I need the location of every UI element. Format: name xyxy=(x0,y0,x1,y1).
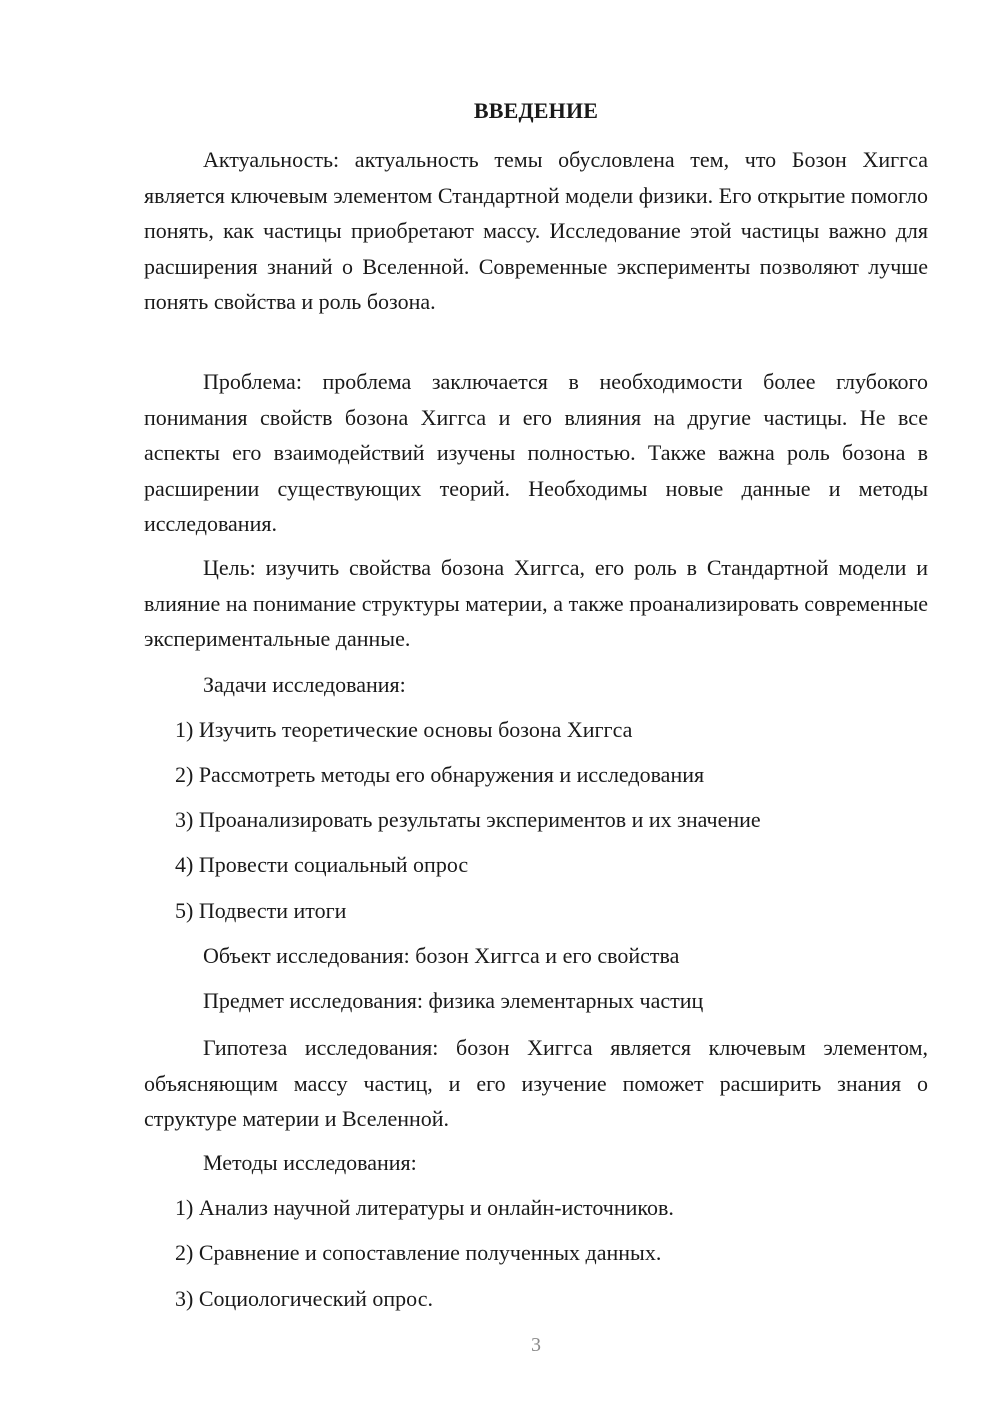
task-item-4: 4) Провести социальный опрос xyxy=(175,852,469,877)
research-subject: Предмет исследования: физика элементарных частиц xyxy=(203,988,704,1013)
task-item-2: 2) Рассмотреть методы его обнаружения и исследования xyxy=(175,762,705,787)
method-item-3: 3) Социологический опрос. xyxy=(175,1286,433,1311)
page-number: 3 xyxy=(531,1334,541,1356)
task-item-1: 1) Изучить теоретические основы бозона Хиггса xyxy=(175,717,633,742)
task-item-3: 3) Проанализировать результаты экспериментов и их значение xyxy=(175,807,761,832)
goal-paragraph: Цель: изучить свойства бозона Хиггса, его роль в Стандартной модели и влияние на понимание структуры материи, а также проанализировать современные экспериментальные данные. xyxy=(144,555,928,651)
method-item-1: 1) Анализ научной литературы и онлайн-источников. xyxy=(175,1195,674,1220)
methods-heading: Методы исследования: xyxy=(203,1150,417,1175)
section-title: ВВЕДЕНИЕ xyxy=(473,98,599,123)
method-item-2: 2) Сравнение и сопоставление полученных данных. xyxy=(175,1240,662,1265)
tasks-heading: Задачи исследования: xyxy=(203,672,406,697)
hypothesis-paragraph: Гипотеза исследования: бозон Хиггса является ключевым элементом, объясняющим массу частиц, и его изучение поможет расширить знания о структуре материи и Вселенной. xyxy=(144,1035,928,1131)
problem-paragraph: Проблема: проблема заключается в необходимости более глубокого понимания свойств бозона Хиггса и его влияния на другие частицы. Не все аспекты его взаимодействий изучены полностью. Также важна роль бозона в расширении существующих теорий. Необходимы новые данные и методы исследования. xyxy=(144,369,928,536)
task-item-5: 5) Подвести итоги xyxy=(175,898,347,923)
research-object: Объект исследования: бозон Хиггса и его свойства xyxy=(203,943,680,968)
relevance-paragraph: Актуальность: актуальность темы обусловлена тем, что Бозон Хиггса является ключевым элементом Стандартной модели физики. Его открытие помогло понять, как частицы приобретают массу. Исследование этой частицы важно для расширения знаний о Вселенной. Современные эксперименты позволяют лучше понять свойства и роль бозона. xyxy=(144,147,928,314)
